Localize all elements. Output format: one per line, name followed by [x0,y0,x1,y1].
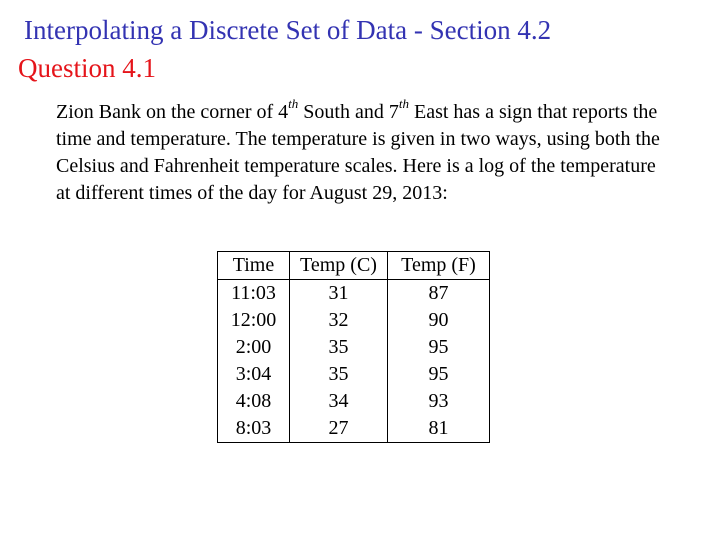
ordinal-suffix-1: th [288,96,299,112]
question-paragraph [56,96,666,207]
table-row [218,307,490,334]
time-cell: 4:08 [218,388,290,415]
temperature-table [217,251,490,443]
temp-f-cell: 87 [428,282,449,304]
time-cell: 8:03 [218,415,290,443]
temp-c-cell: 35 [290,334,388,361]
temp-f-cell: 95 [428,336,449,358]
temp-f-cell: 81 [428,417,449,439]
temp-c-cell: 31 [290,280,388,308]
table-row [218,361,490,388]
temp-f-cell: 95 [428,363,449,385]
column-header-temp-c: Temp (C) [290,252,388,280]
time-cell: 2:00 [218,334,290,361]
column-header-temp-f: Temp (F) [388,252,490,280]
paragraph-text-3: East has a sign that reports the time and temperature. The temperature is given in two ways, using both the Celsius and Fahrenheit temperature scales. Here is a log of the temperature at different times of the day for August 29, 2013: [56,101,660,204]
slide-title: Interpolating a Discrete Set of Data - Section 4.2 [24,15,552,45]
column-header-time: Time [218,252,290,280]
table-row [218,415,490,443]
time-cell: 3:04 [218,361,290,388]
table-header-row [218,252,490,280]
table-row [218,280,490,308]
paragraph-text-1: Zion Bank on the corner of 4 [56,101,289,123]
ordinal-suffix-2: th [398,96,409,112]
question-heading: Question 4.1 [18,53,156,83]
temp-c-cell: 27 [290,415,388,443]
temp-c-cell: 32 [290,307,388,334]
table-row [218,334,490,361]
time-cell: 11:03 [218,280,290,308]
temp-c-cell: 35 [290,361,388,388]
time-cell: 12:00 [218,307,290,334]
paragraph-text-2: South and 7 [298,101,399,123]
temp-c-cell: 34 [290,388,388,415]
table-row [218,388,490,415]
temp-f-cell: 90 [428,309,449,331]
temp-f-cell: 93 [428,390,449,412]
